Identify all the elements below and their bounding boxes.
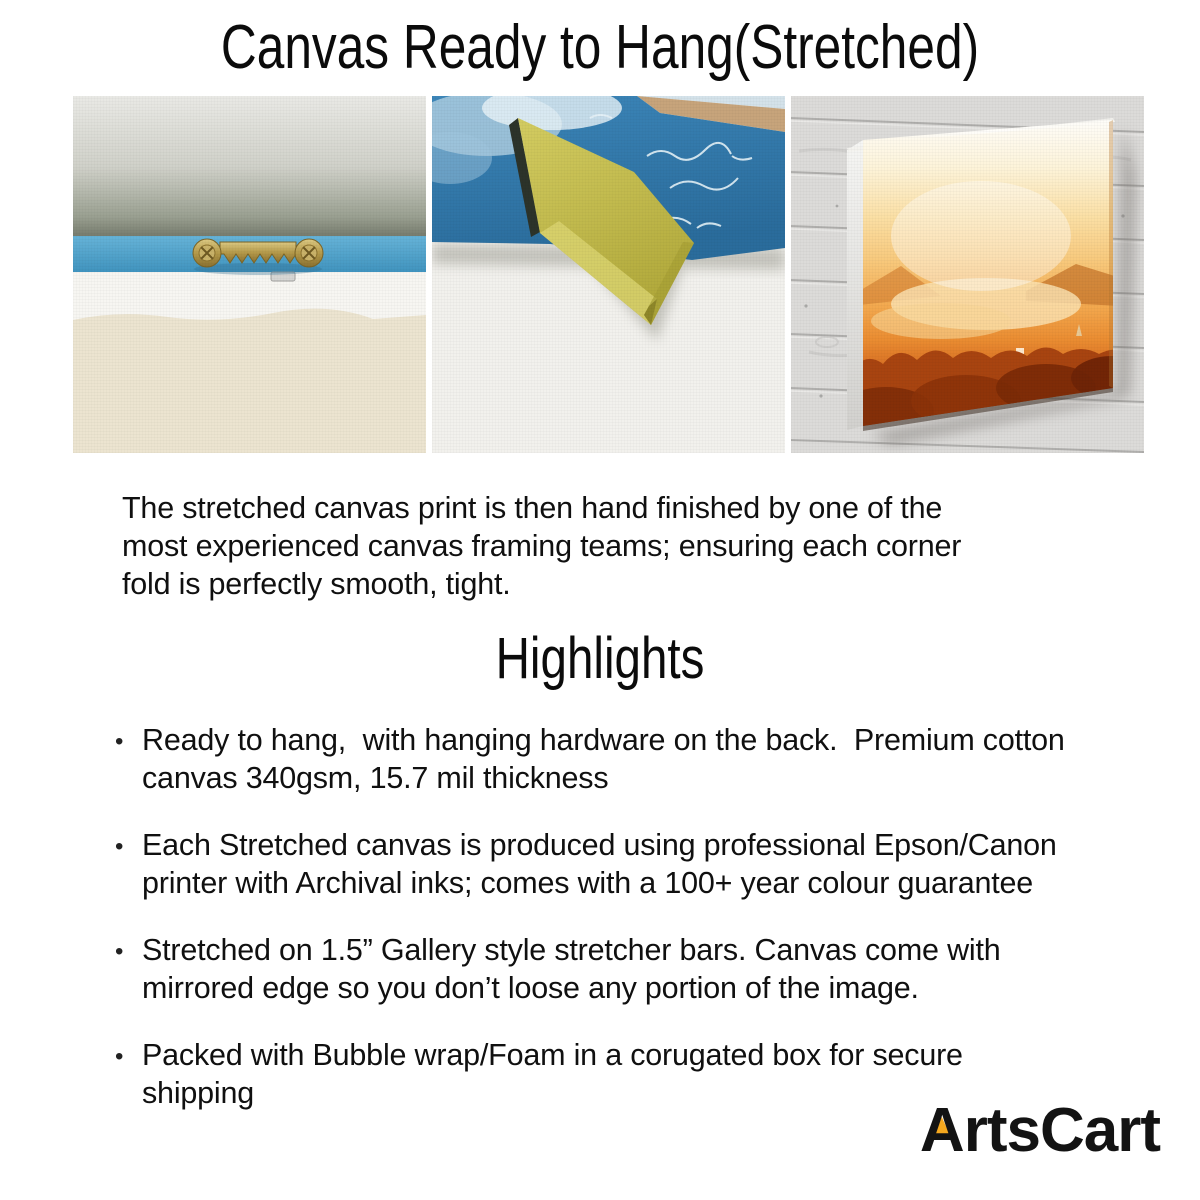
logo-letter-a-glyph: A xyxy=(919,1096,964,1165)
intro-paragraph xyxy=(122,489,961,603)
page-title: Canvas Ready to Hang(Stretched) xyxy=(220,13,980,82)
intro-line: fold is perfectly smooth, tight. xyxy=(122,567,511,601)
highlights-list xyxy=(113,721,1123,1141)
photo-strip xyxy=(73,96,1144,453)
highlight-line: shipping xyxy=(142,1076,255,1110)
highlight-line: mirrored edge so you don’t loose any portion of the image. xyxy=(142,971,919,1005)
canvas-back-illustration xyxy=(73,96,426,453)
photo-canvas-on-wall-image xyxy=(791,96,1144,453)
highlights-heading: Highlights xyxy=(495,626,705,691)
photo-canvas-corner-fold-image xyxy=(432,96,785,453)
hanging-canvas-illustration xyxy=(791,96,1144,453)
photo-canvas-back-hanger-image xyxy=(73,96,426,453)
highlight-item xyxy=(113,826,1123,902)
corner-fold-illustration xyxy=(432,96,785,453)
intro-line: most experienced canvas framing teams; ensuring each corner xyxy=(122,529,962,563)
highlight-line: canvas 340gsm, 15.7 mil thickness xyxy=(142,761,609,795)
highlight-line: • Stretched on 1.5” Gallery style stretcher bars. Canvas come with xyxy=(142,933,1001,967)
highlight-line: • Ready to hang, with hanging hardware on the back. Premium cotton xyxy=(142,723,1065,757)
artscart-logo xyxy=(919,1096,1160,1165)
logo-letter-a xyxy=(919,1096,964,1165)
logo-text: rtsCart xyxy=(963,1096,1160,1165)
highlight-line: printer with Archival inks; comes with a 100+ year colour guarantee xyxy=(142,866,1034,900)
highlight-item xyxy=(113,721,1123,797)
highlight-line: • Packed with Bubble wrap/Foam in a corugated box for secure xyxy=(142,1038,963,1072)
intro-line: The stretched canvas print is then hand finished by one of the xyxy=(122,491,943,525)
highlight-item xyxy=(113,931,1123,1007)
highlight-line: • Each Stretched canvas is produced using professional Epson/Canon xyxy=(142,828,1057,862)
